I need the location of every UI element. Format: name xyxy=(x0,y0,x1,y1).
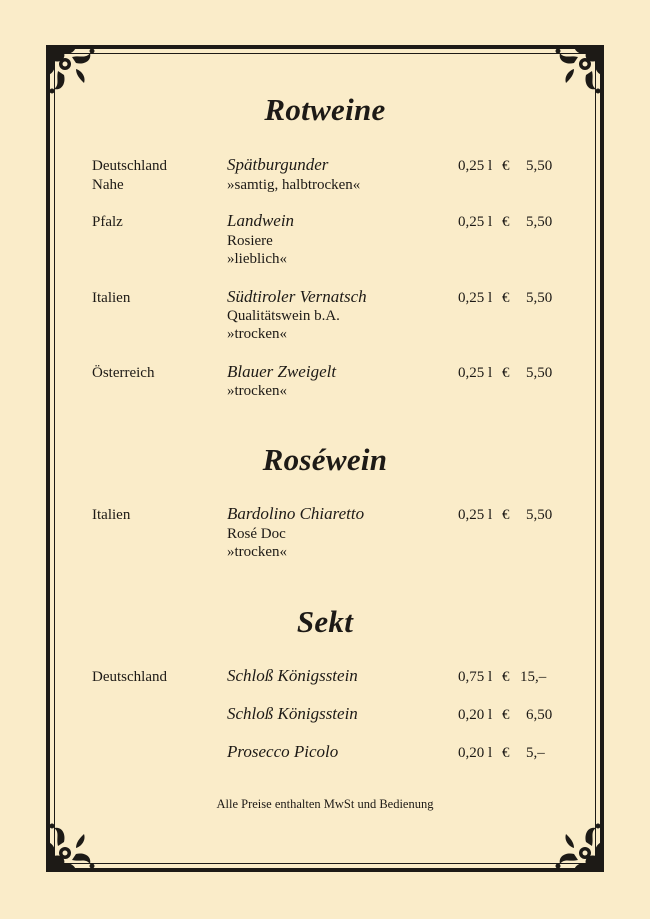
wine-origin-region: Nahe xyxy=(92,177,124,193)
price-footnote: Alle Preise enthalten MwSt und Bedienung xyxy=(216,797,434,811)
wine-name: Südtiroler Vernatsch xyxy=(227,287,367,306)
wine-volume: 0,25 l xyxy=(458,507,493,523)
currency-symbol: € xyxy=(502,507,510,523)
wine-price xyxy=(458,364,552,382)
wine-volume: 0,25 l xyxy=(458,365,493,381)
wine-price xyxy=(458,157,552,175)
wine-origin: Italien xyxy=(92,507,131,523)
wine-origin: Italien xyxy=(92,290,131,306)
wine-price xyxy=(458,668,546,686)
wine-name: Blauer Zweigelt xyxy=(227,362,337,381)
wine-price xyxy=(458,706,552,724)
section-title-sekt: Sekt xyxy=(296,604,354,639)
wine-name: Schloß Königsstein xyxy=(227,666,358,685)
currency-symbol: € xyxy=(502,214,510,230)
price-value: 5,– xyxy=(526,745,545,761)
wine-detail: »samtig, halbtrocken« xyxy=(227,177,361,193)
wine-detail: Rosé Doc xyxy=(227,526,286,542)
corner-ornament-icon xyxy=(46,814,104,872)
currency-symbol: € xyxy=(502,707,510,723)
section-title-rotweine: Rotweine xyxy=(264,92,386,127)
currency-symbol: € xyxy=(502,365,510,381)
price-value: 5,50 xyxy=(526,290,553,306)
wine-detail: Rosiere xyxy=(227,233,273,249)
price-value: 6,50 xyxy=(526,707,553,723)
wine-origin: Österreich xyxy=(92,365,155,381)
wine-volume: 0,25 l xyxy=(458,290,493,306)
wine-volume: 0,25 l xyxy=(458,214,493,230)
wine-volume: 0,25 l xyxy=(458,158,493,174)
wine-detail: »trocken« xyxy=(227,326,287,342)
currency-symbol: € xyxy=(502,158,510,174)
price-value: 5,50 xyxy=(526,158,553,174)
price-value: 5,50 xyxy=(526,214,553,230)
wine-origin: Deutschland xyxy=(92,158,167,174)
wine-detail: Qualitätswein b.A. xyxy=(227,308,340,324)
wine-price xyxy=(458,744,545,762)
wine-detail: »trocken« xyxy=(227,544,287,560)
wine-origin: Deutschland xyxy=(92,669,167,685)
wine-detail: »lieblich« xyxy=(227,251,287,267)
wine-volume: 0,20 l xyxy=(458,745,493,761)
corner-ornament-icon xyxy=(546,814,604,872)
price-value: 5,50 xyxy=(526,507,553,523)
wine-price xyxy=(458,506,552,524)
wine-name: Landwein xyxy=(227,211,295,230)
wine-detail: »trocken« xyxy=(227,383,287,399)
currency-symbol: € xyxy=(502,745,510,761)
wine-name: Prosecco Picolo xyxy=(227,742,339,761)
currency-symbol: € xyxy=(502,669,510,685)
wine-origin: Pfalz xyxy=(92,214,123,230)
price-value: 5,50 xyxy=(526,365,553,381)
section-title-rosewein: Roséwein xyxy=(262,442,388,477)
wine-volume: 0,20 l xyxy=(458,707,493,723)
wine-name: Bardolino Chiaretto xyxy=(227,504,365,523)
wine-price xyxy=(458,213,552,231)
wine-name: Spätburgunder xyxy=(227,155,329,174)
wine-name: Schloß Königsstein xyxy=(227,704,358,723)
wine-volume: 0,75 l xyxy=(458,669,493,685)
price-value: 15,– xyxy=(520,669,547,685)
currency-symbol: € xyxy=(502,290,510,306)
wine-price xyxy=(458,289,552,307)
